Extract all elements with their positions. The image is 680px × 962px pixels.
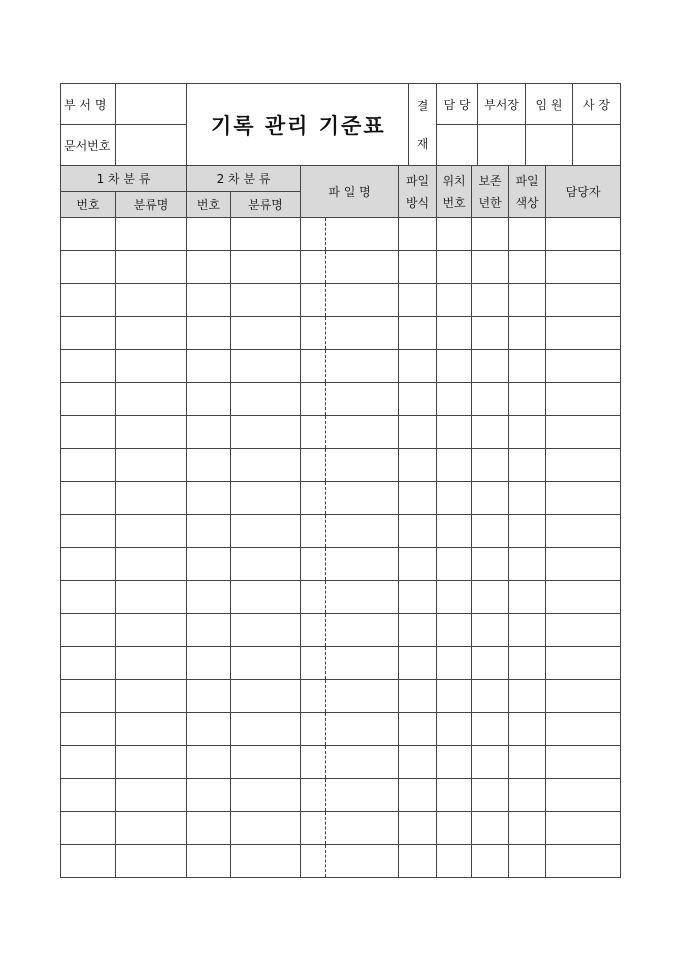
retention-cell[interactable] [472,284,509,317]
retention-cell[interactable] [472,713,509,746]
manager-cell[interactable] [546,548,621,581]
filename-right-cell[interactable] [326,383,399,416]
approver-dept-head-label: 부서장 [478,84,526,125]
manager-cell[interactable] [546,350,621,383]
filename-left-cell[interactable] [301,515,326,548]
class1-no-cell[interactable] [61,548,116,581]
class1-name-cell[interactable] [116,218,187,251]
filename-left-cell[interactable] [301,317,326,350]
filename-right-cell[interactable] [326,284,399,317]
retention-cell[interactable] [472,383,509,416]
filename-left-cell[interactable] [301,548,326,581]
class1-no-header: 번호 [61,192,116,218]
filename-left-cell[interactable] [301,812,326,845]
table-row [61,218,621,251]
color-cell[interactable] [509,383,546,416]
class2-name-header: 분류명 [231,192,301,218]
filename-right-cell[interactable] [326,515,399,548]
retention-cell[interactable] [472,317,509,350]
table-body [61,218,621,878]
approver-exec-sign[interactable] [526,125,573,166]
class1-no-cell[interactable] [61,713,116,746]
retention-cell[interactable] [472,416,509,449]
location-cell[interactable] [437,449,472,482]
filename-left-cell[interactable] [301,284,326,317]
class1-name-cell[interactable] [116,746,187,779]
class2-name-cell[interactable] [231,515,301,548]
class1-name-cell[interactable] [116,350,187,383]
manager-cell[interactable] [546,317,621,350]
location-cell[interactable] [437,713,472,746]
class1-no-cell[interactable] [61,746,116,779]
retention-cell[interactable] [472,581,509,614]
class2-name-cell[interactable] [231,482,301,515]
table-row [61,680,621,713]
filename-right-cell[interactable] [326,416,399,449]
filename-right-cell[interactable] [326,548,399,581]
class2-name-cell[interactable] [231,647,301,680]
class2-no-cell[interactable] [187,350,231,383]
class1-name-cell[interactable] [116,284,187,317]
file-method-cell[interactable] [399,515,437,548]
class1-name-cell[interactable] [116,317,187,350]
class1-header: 1 차 분 류 [61,166,187,192]
class1-name-cell[interactable] [116,383,187,416]
filename-right-cell[interactable] [326,779,399,812]
filename-left-cell[interactable] [301,449,326,482]
table-row [61,713,621,746]
approver-staff-sign[interactable] [437,125,478,166]
manager-cell[interactable] [546,746,621,779]
color-header: 파일 색상 [509,166,546,218]
table-row [61,482,621,515]
class2-name-cell[interactable] [231,251,301,284]
class2-name-cell[interactable] [231,746,301,779]
retention-cell[interactable] [472,482,509,515]
retention-cell[interactable] [472,680,509,713]
color-cell[interactable] [509,350,546,383]
table-row [61,746,621,779]
manager-cell[interactable] [546,647,621,680]
file-method-cell[interactable] [399,647,437,680]
color-cell[interactable] [509,449,546,482]
color-cell[interactable] [509,746,546,779]
class1-no-cell[interactable] [61,218,116,251]
retention-cell[interactable] [472,350,509,383]
docno-field[interactable] [116,125,187,166]
filename-left-cell[interactable] [301,746,326,779]
class1-no-cell[interactable] [61,284,116,317]
class2-no-cell[interactable] [187,284,231,317]
retention-header: 보존 년한 [472,166,509,218]
location-cell[interactable] [437,416,472,449]
class2-header: 2 차 분 류 [187,166,301,192]
approval-label-bottom: 재 [416,136,429,151]
manager-cell[interactable] [546,779,621,812]
table-row [61,581,621,614]
class2-name-cell[interactable] [231,284,301,317]
class2-name-cell[interactable] [231,713,301,746]
location-cell[interactable] [437,548,472,581]
location-cell[interactable] [437,218,472,251]
filename-right-cell[interactable] [326,251,399,284]
retention-cell[interactable] [472,779,509,812]
manager-cell[interactable] [546,482,621,515]
class1-name-cell[interactable] [116,812,187,845]
filename-right-cell[interactable] [326,647,399,680]
file-method-cell[interactable] [399,581,437,614]
manager-cell[interactable] [546,515,621,548]
file-method-cell[interactable] [399,680,437,713]
record-table [60,165,621,878]
color-cell[interactable] [509,647,546,680]
location-cell[interactable] [437,350,472,383]
filename-left-cell[interactable] [301,383,326,416]
file-method-cell[interactable] [399,746,437,779]
table-row [61,812,621,845]
class1-name-header: 분류명 [116,192,187,218]
approval-label [409,84,437,166]
manager-cell[interactable] [546,614,621,647]
manager-cell[interactable] [546,812,621,845]
file-method-cell[interactable] [399,812,437,845]
class1-no-cell[interactable] [61,680,116,713]
file-method-cell[interactable] [399,779,437,812]
filename-header: 파 일 명 [301,166,399,218]
class2-name-cell[interactable] [231,680,301,713]
approver-dept-head-sign[interactable] [478,125,526,166]
class2-no-cell[interactable] [187,779,231,812]
retention-cell[interactable] [472,548,509,581]
class1-name-cell[interactable] [116,680,187,713]
filename-left-cell[interactable] [301,614,326,647]
class1-name-cell[interactable] [116,482,187,515]
form-header [60,83,621,166]
retention-cell[interactable] [472,449,509,482]
table-row [61,416,621,449]
docno-label: 문서번호 [61,125,116,166]
color-cell[interactable] [509,581,546,614]
location-cell[interactable] [437,284,472,317]
location-cell[interactable] [437,614,472,647]
filename-right-cell[interactable] [326,449,399,482]
retention-cell[interactable] [472,746,509,779]
class2-no-cell[interactable] [187,515,231,548]
class1-name-cell[interactable] [116,449,187,482]
color-cell[interactable] [509,515,546,548]
class1-no-cell[interactable] [61,317,116,350]
class1-name-cell[interactable] [116,713,187,746]
table-row [61,779,621,812]
manager-cell[interactable] [546,713,621,746]
class2-name-cell[interactable] [231,845,301,878]
table-row [61,548,621,581]
retention-cell[interactable] [472,812,509,845]
file-method-cell[interactable] [399,713,437,746]
filename-right-cell[interactable] [326,713,399,746]
class2-no-cell[interactable] [187,845,231,878]
filename-left-cell[interactable] [301,779,326,812]
filename-left-cell[interactable] [301,350,326,383]
class2-no-cell[interactable] [187,383,231,416]
color-cell[interactable] [509,713,546,746]
filename-left-cell[interactable] [301,845,326,878]
table-row [61,350,621,383]
filename-right-cell[interactable] [326,845,399,878]
filename-right-cell[interactable] [326,350,399,383]
form-sheet [60,83,620,878]
class2-no-cell[interactable] [187,581,231,614]
table-row [61,515,621,548]
class1-name-cell[interactable] [116,581,187,614]
class2-no-cell[interactable] [187,548,231,581]
color-cell[interactable] [509,284,546,317]
color-cell[interactable] [509,218,546,251]
color-cell[interactable] [509,845,546,878]
table-row [61,251,621,284]
location-cell[interactable] [437,383,472,416]
class2-no-cell[interactable] [187,680,231,713]
approval-label-top: 결 [416,98,429,113]
class2-no-cell[interactable] [187,218,231,251]
table-row [61,845,621,878]
table-row [61,383,621,416]
class1-no-cell[interactable] [61,251,116,284]
manager-cell[interactable] [546,383,621,416]
manager-cell[interactable] [546,284,621,317]
location-cell[interactable] [437,251,472,284]
filename-left-cell[interactable] [301,647,326,680]
file-method-cell[interactable] [399,284,437,317]
location-cell[interactable] [437,482,472,515]
class2-name-cell[interactable] [231,581,301,614]
class2-no-cell[interactable] [187,647,231,680]
class1-name-cell[interactable] [116,251,187,284]
class2-no-cell[interactable] [187,614,231,647]
class2-no-cell[interactable] [187,251,231,284]
file-method-cell[interactable] [399,845,437,878]
location-cell[interactable] [437,845,472,878]
class2-no-cell[interactable] [187,449,231,482]
location-cell[interactable] [437,647,472,680]
dept-field[interactable] [116,84,187,125]
approver-exec-label: 임 원 [526,84,573,125]
color-cell[interactable] [509,251,546,284]
file-method-header: 파일 방식 [399,166,437,218]
class2-name-cell[interactable] [231,548,301,581]
filename-left-cell[interactable] [301,416,326,449]
file-method-cell[interactable] [399,383,437,416]
filename-right-cell[interactable] [326,482,399,515]
class1-no-cell[interactable] [61,614,116,647]
class1-name-cell[interactable] [116,779,187,812]
location-cell[interactable] [437,746,472,779]
color-cell[interactable] [509,317,546,350]
class1-name-cell[interactable] [116,614,187,647]
file-method-cell[interactable] [399,449,437,482]
class1-no-cell[interactable] [61,416,116,449]
filename-right-cell[interactable] [326,581,399,614]
class2-no-cell[interactable] [187,746,231,779]
approver-ceo-label: 사 장 [573,84,621,125]
dept-label: 부 서 명 [61,84,116,125]
filename-right-cell[interactable] [326,218,399,251]
approver-ceo-sign[interactable] [573,125,621,166]
location-cell[interactable] [437,581,472,614]
file-method-cell[interactable] [399,416,437,449]
class2-no-cell[interactable] [187,416,231,449]
filename-right-cell[interactable] [326,680,399,713]
class2-name-cell[interactable] [231,416,301,449]
class1-no-cell[interactable] [61,449,116,482]
color-cell[interactable] [509,779,546,812]
file-method-cell[interactable] [399,317,437,350]
class1-no-cell[interactable] [61,482,116,515]
manager-cell[interactable] [546,845,621,878]
class1-no-cell[interactable] [61,647,116,680]
class2-name-cell[interactable] [231,779,301,812]
class1-no-cell[interactable] [61,779,116,812]
filename-right-cell[interactable] [326,812,399,845]
filename-right-cell[interactable] [326,614,399,647]
file-method-cell[interactable] [399,350,437,383]
retention-cell[interactable] [472,614,509,647]
color-cell[interactable] [509,614,546,647]
file-method-cell[interactable] [399,251,437,284]
color-cell[interactable] [509,812,546,845]
manager-header: 담당자 [546,166,621,218]
manager-cell[interactable] [546,251,621,284]
table-row [61,317,621,350]
class2-no-cell[interactable] [187,812,231,845]
filename-left-cell[interactable] [301,251,326,284]
color-cell[interactable] [509,416,546,449]
class1-no-cell[interactable] [61,845,116,878]
approver-staff-label: 담 당 [437,84,478,125]
class1-name-cell[interactable] [116,647,187,680]
class1-name-cell[interactable] [116,845,187,878]
manager-cell[interactable] [546,416,621,449]
class2-no-cell[interactable] [187,317,231,350]
class1-no-cell[interactable] [61,383,116,416]
filename-right-cell[interactable] [326,746,399,779]
class2-name-cell[interactable] [231,614,301,647]
retention-cell[interactable] [472,647,509,680]
class1-no-cell[interactable] [61,581,116,614]
filename-left-cell[interactable] [301,218,326,251]
filename-left-cell[interactable] [301,581,326,614]
location-cell[interactable] [437,680,472,713]
location-cell[interactable] [437,812,472,845]
class1-name-cell[interactable] [116,416,187,449]
class2-name-cell[interactable] [231,317,301,350]
location-cell[interactable] [437,317,472,350]
retention-cell[interactable] [472,845,509,878]
filename-left-cell[interactable] [301,482,326,515]
class1-no-cell[interactable] [61,515,116,548]
class2-name-cell[interactable] [231,350,301,383]
manager-cell[interactable] [546,218,621,251]
class1-no-cell[interactable] [61,812,116,845]
filename-left-cell[interactable] [301,713,326,746]
retention-cell[interactable] [472,251,509,284]
form-title: 기록 관리 기준표 [187,84,409,166]
class2-no-header: 번호 [187,192,231,218]
file-method-cell[interactable] [399,218,437,251]
table-row [61,647,621,680]
location-cell[interactable] [437,515,472,548]
color-cell[interactable] [509,548,546,581]
table-row [61,614,621,647]
class2-name-cell[interactable] [231,383,301,416]
file-method-cell[interactable] [399,548,437,581]
class2-no-cell[interactable] [187,482,231,515]
manager-cell[interactable] [546,449,621,482]
class2-name-cell[interactable] [231,218,301,251]
filename-right-cell[interactable] [326,317,399,350]
class2-name-cell[interactable] [231,449,301,482]
class1-name-cell[interactable] [116,548,187,581]
retention-cell[interactable] [472,218,509,251]
class1-name-cell[interactable] [116,515,187,548]
retention-cell[interactable] [472,515,509,548]
class2-no-cell[interactable] [187,713,231,746]
manager-cell[interactable] [546,581,621,614]
color-cell[interactable] [509,680,546,713]
file-method-cell[interactable] [399,482,437,515]
class1-no-cell[interactable] [61,350,116,383]
location-cell[interactable] [437,779,472,812]
table-row [61,284,621,317]
file-method-cell[interactable] [399,614,437,647]
location-header: 위치 번호 [437,166,472,218]
class2-name-cell[interactable] [231,812,301,845]
filename-left-cell[interactable] [301,680,326,713]
color-cell[interactable] [509,482,546,515]
table-row [61,449,621,482]
manager-cell[interactable] [546,680,621,713]
